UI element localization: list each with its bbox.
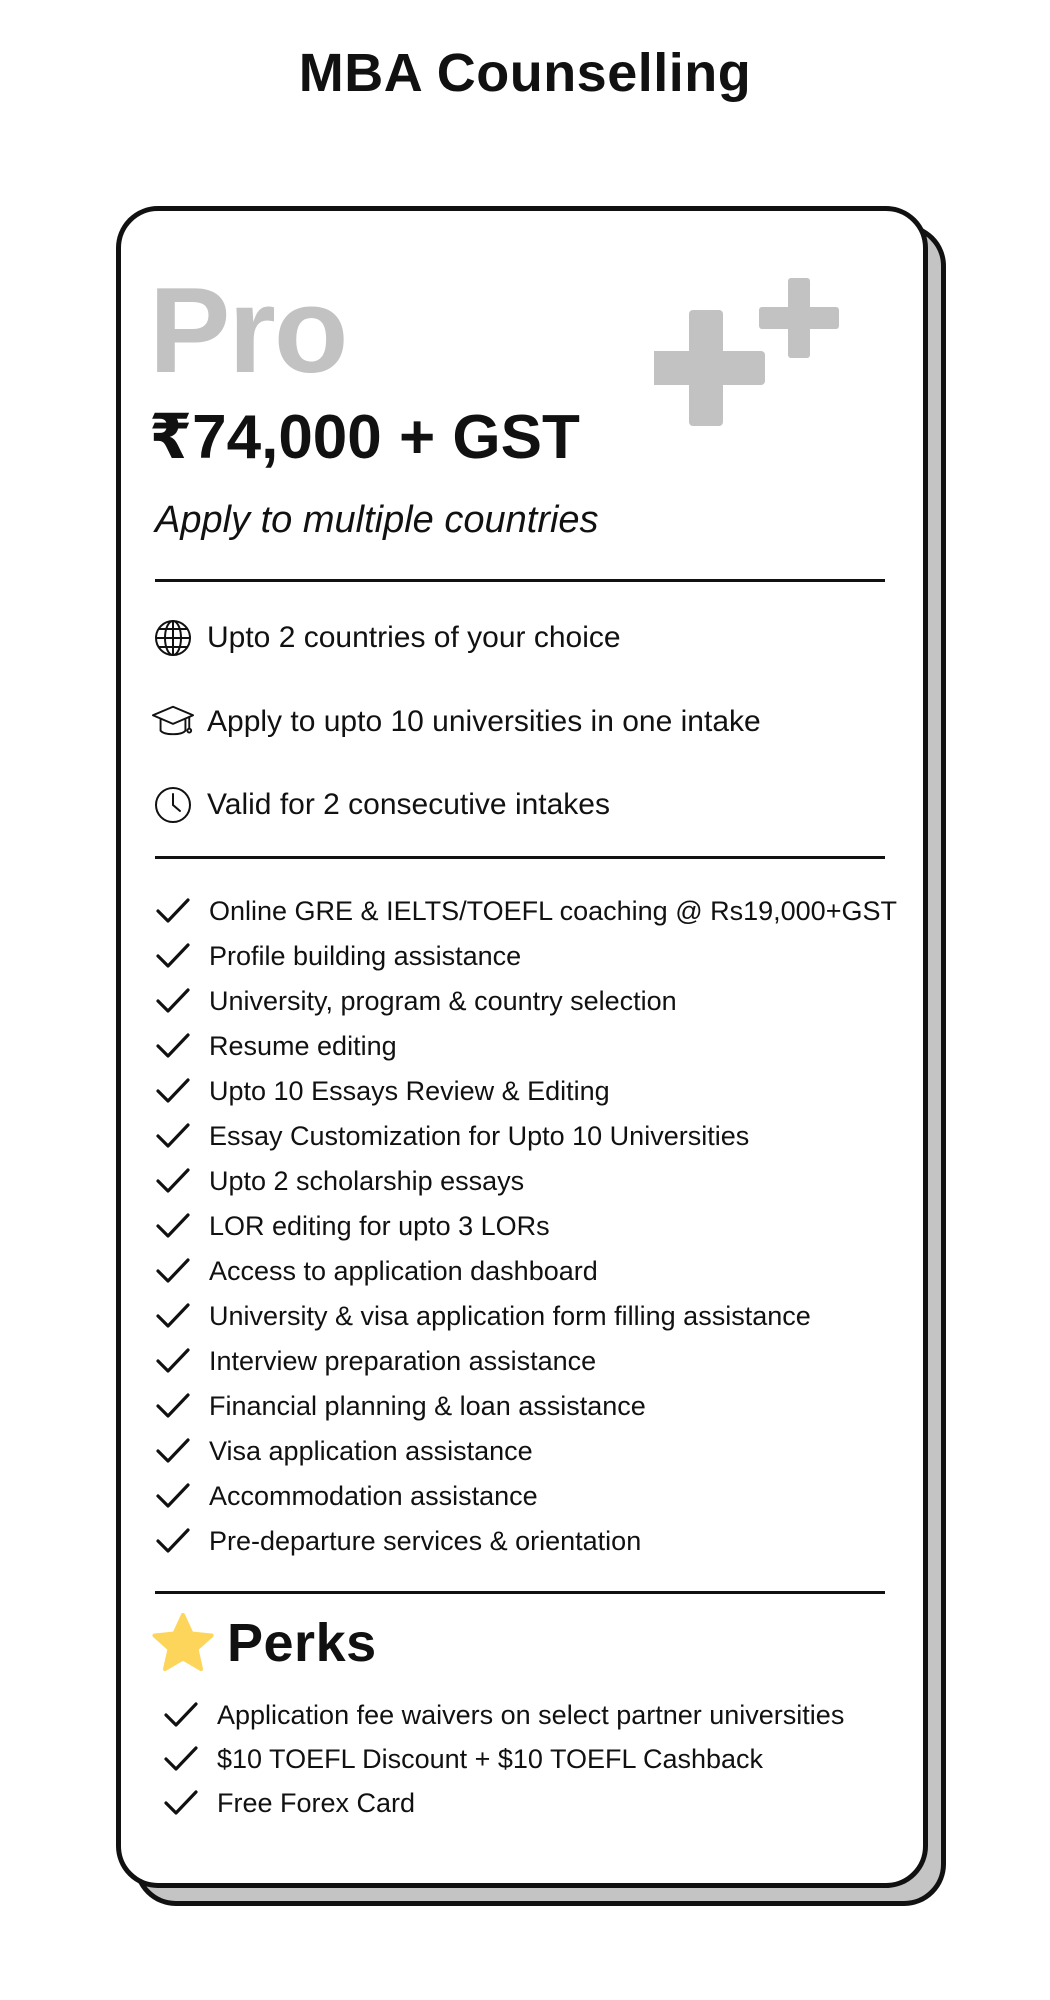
plus-decoration-icon — [654, 278, 854, 438]
perk-item — [163, 1695, 844, 1735]
checkmark-icon — [155, 1301, 191, 1331]
feature-item — [155, 981, 677, 1021]
checkmark-icon — [155, 986, 191, 1016]
checkmark-icon — [155, 1526, 191, 1556]
checkmark-icon — [155, 1211, 191, 1241]
highlight-text: Apply to upto 10 universities in one intake — [207, 705, 761, 738]
plan-tagline: Apply to multiple countries — [155, 499, 599, 541]
highlight-text: Valid for 2 consecutive intakes — [207, 788, 610, 821]
divider — [155, 1591, 885, 1594]
checkmark-icon — [155, 1121, 191, 1151]
perk-item — [163, 1739, 763, 1779]
feature-item — [155, 1521, 641, 1561]
feature-item — [155, 1161, 524, 1201]
feature-item — [155, 1071, 610, 1111]
plan-name: Pro — [149, 262, 347, 398]
feature-text: Upto 10 Essays Review & Editing — [209, 1075, 610, 1106]
feature-text: Visa application assistance — [209, 1435, 533, 1466]
checkmark-icon — [155, 1346, 191, 1376]
checkmark-icon — [155, 1256, 191, 1286]
pricing-card — [116, 206, 928, 1888]
perk-item — [163, 1783, 415, 1823]
highlight-universities — [151, 697, 761, 747]
feature-item — [155, 1251, 598, 1291]
checkmark-icon — [155, 896, 191, 926]
perks-title: Perks — [227, 1613, 377, 1673]
checkmark-icon — [163, 1788, 199, 1818]
feature-item — [155, 936, 521, 976]
feature-text: Financial planning & loan assistance — [209, 1390, 646, 1421]
perk-text: Free Forex Card — [217, 1787, 416, 1818]
page-title: MBA Counselling — [298, 43, 752, 103]
feature-text: Pre-departure services & orientation — [209, 1525, 642, 1556]
feature-item — [155, 1476, 538, 1516]
clock-icon — [151, 783, 195, 827]
checkmark-icon — [155, 1031, 191, 1061]
graduation-cap-icon — [151, 700, 195, 744]
checkmark-icon — [155, 1481, 191, 1511]
feature-item — [155, 1296, 811, 1336]
feature-text: Resume editing — [209, 1030, 397, 1061]
feature-text: Upto 2 scholarship essays — [209, 1165, 525, 1196]
star-icon — [151, 1612, 215, 1674]
perk-text: $10 TOEFL Discount + $10 TOEFL Cashback — [217, 1743, 764, 1774]
globe-icon — [151, 616, 195, 660]
checkmark-icon — [155, 1076, 191, 1106]
feature-text: Online GRE & IELTS/TOEFL coaching @ Rs19,000+GST — [209, 895, 897, 926]
feature-item — [155, 1026, 397, 1066]
highlight-countries — [151, 613, 621, 663]
perks-header — [151, 1611, 377, 1675]
feature-item — [155, 891, 897, 931]
plan-price: ₹74,000 + GST — [149, 403, 580, 472]
feature-item — [155, 1206, 550, 1246]
highlight-text: Upto 2 countries of your choice — [207, 621, 621, 654]
feature-text: University & visa application form filling assistance — [209, 1300, 811, 1331]
checkmark-icon — [155, 941, 191, 971]
divider — [155, 579, 885, 582]
divider — [155, 856, 885, 859]
feature-item — [155, 1341, 596, 1381]
feature-text: Accommodation assistance — [209, 1480, 538, 1511]
feature-text: Essay Customization for Upto 10 Universities — [209, 1120, 750, 1151]
feature-text: University, program & country selection — [209, 985, 677, 1016]
checkmark-icon — [155, 1391, 191, 1421]
checkmark-icon — [163, 1700, 199, 1730]
feature-text: Profile building assistance — [209, 940, 522, 971]
feature-text: Interview preparation assistance — [209, 1345, 597, 1376]
highlight-validity — [151, 780, 610, 830]
checkmark-icon — [155, 1166, 191, 1196]
feature-item — [155, 1386, 646, 1426]
perk-text: Application fee waivers on select partner universities — [217, 1699, 845, 1730]
checkmark-icon — [155, 1436, 191, 1466]
feature-item — [155, 1116, 749, 1156]
feature-text: Access to application dashboard — [209, 1255, 598, 1286]
feature-text: LOR editing for upto 3 LORs — [209, 1210, 550, 1241]
feature-item — [155, 1431, 533, 1471]
checkmark-icon — [163, 1744, 199, 1774]
